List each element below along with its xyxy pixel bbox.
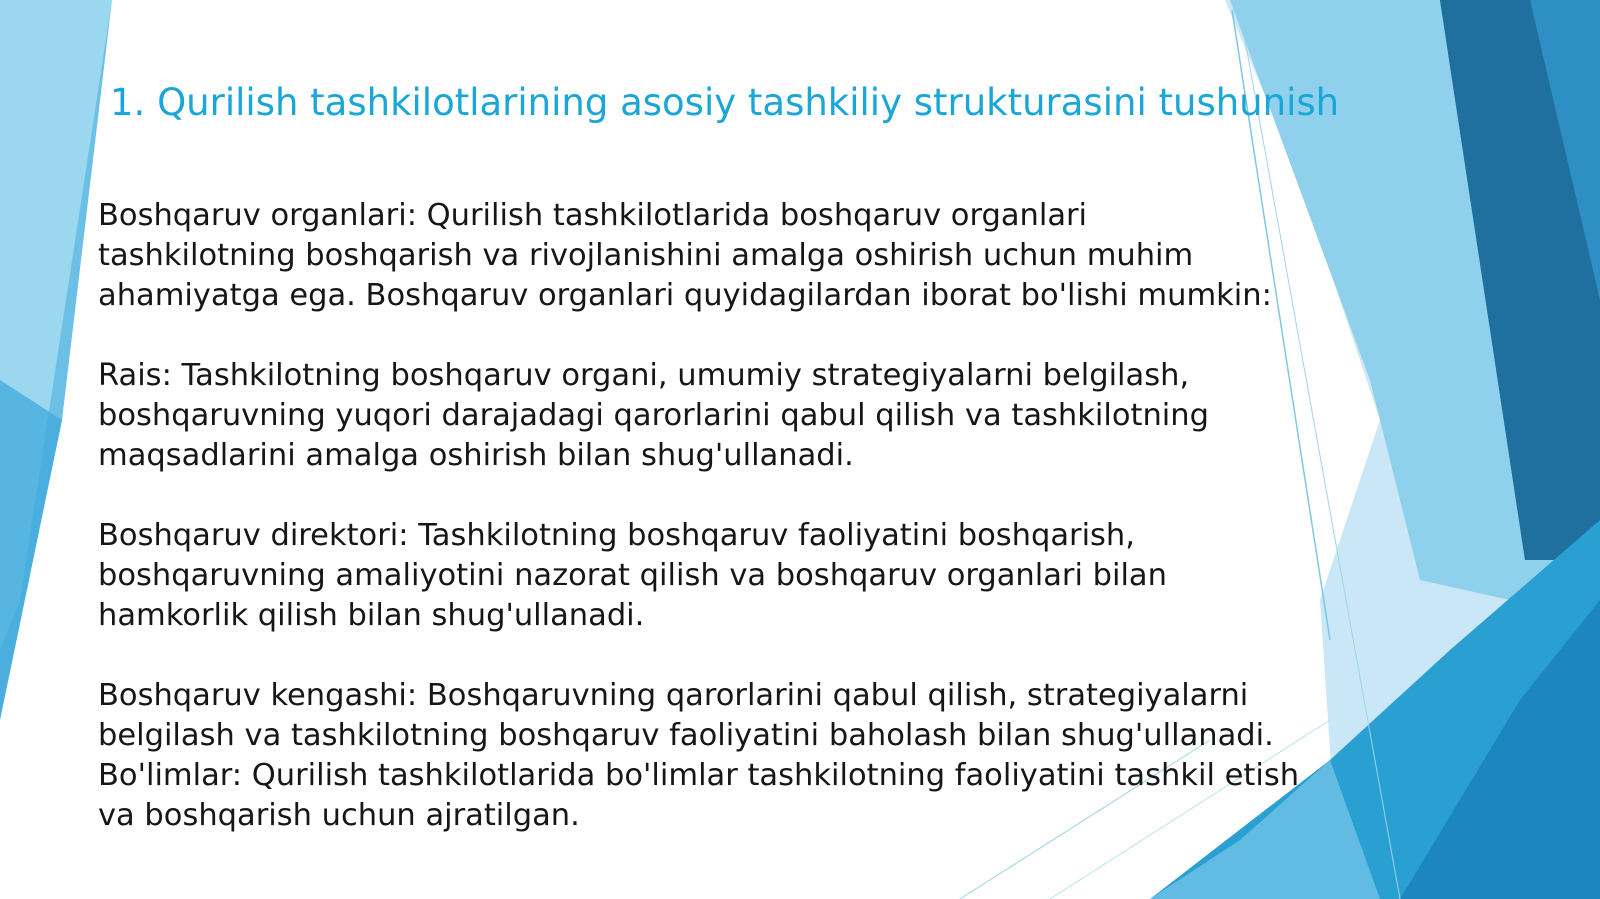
paragraph-boshqaruv-kengashi: Boshqaruv kengashi: Boshqaruvning qarorlarini qabul qilish, strategiyalarni belgilash va tashkilotning boshqaruv faoliyatini baholash bilan shug'ullanadi. Bo'limlar: Qurilish tashkilotlarida bo'limlar tashkilotning faoliyatini tashkil etish va boshqarish uchun ajratilgan. (98, 678, 1300, 833)
paragraph-boshqaruv-direktori: Boshqaruv direktori: Tashkilotning boshqaruv faoliyatini boshqarish, boshqaruvning amaliyotini nazorat qilish va boshqaruv organlari bilan hamkorlik qilish bilan shug'ullanadi. (98, 518, 1167, 633)
left-facet-mid (0, 380, 62, 720)
slide-title: 1. Qurilish tashkilotlarining asosiy tashkiliy strukturasini tushunish (110, 81, 1340, 124)
paragraph-boshqaruv-organlari: Boshqaruv organlari: Qurilish tashkilotlarida boshqaruv organlari tashkilotning boshqarish va rivojlanishini amalga oshirish uchun muhim ahamiyatga ega. Boshqaruv organlari quyidagilardan iborat bo'lishi mumkin: (98, 198, 1272, 313)
paragraph-rais: Rais: Tashkilotning boshqaruv organi, umumiy strategiyalarni belgilash, boshqaruvning yuqori darajadagi qarorlarini qabul qilish va tashkilotning maqsadlarini amalga oshirish bilan shug'ullanadi. (98, 358, 1209, 473)
slide-body (98, 196, 1358, 836)
